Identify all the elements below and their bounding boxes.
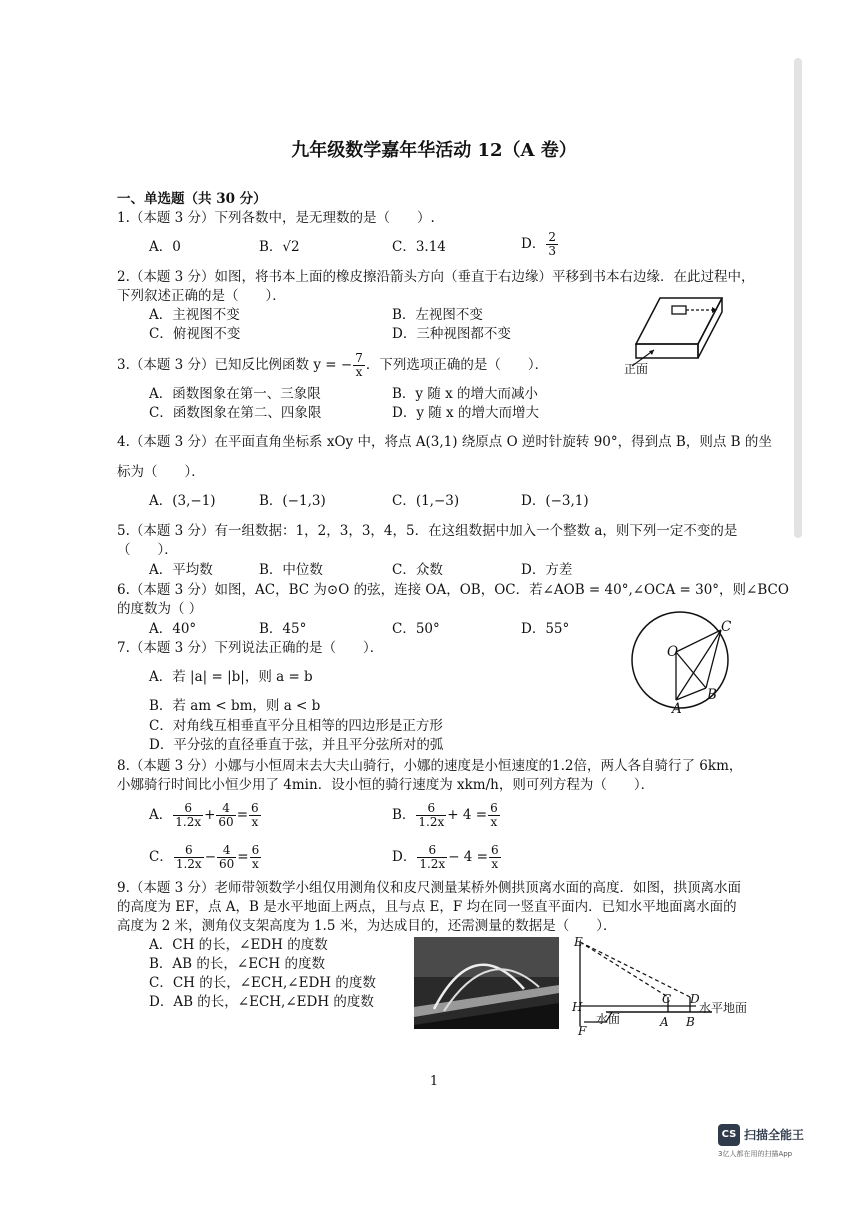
bridge-photo (414, 937, 559, 1029)
q5-stem-line1: 5.（本题 3 分）有一组数据：1，2，3，3，4，5．在这组数据中加入一个整数 a，则下列一定不变的是 (117, 523, 738, 539)
q6-stem-line1: 6.（本题 3 分）如图，AC，BC 为⊙O 的弦，连接 OA，OB，OC．若∠AOB = 40°,∠OCA = 30°，则∠BCO (117, 582, 789, 598)
diagram-label-h: H (572, 1000, 583, 1014)
q6-stem-line2: 的度数为（ ） (117, 601, 203, 617)
q1-option-c: C．3.14 (392, 239, 446, 255)
q3-option-c: C．函数图象在第二、四象限 (149, 405, 322, 421)
q5-option-a: A．平均数 (149, 562, 213, 578)
watermark-subtitle: 3亿人都在用的扫描App (718, 1150, 793, 1158)
figure-label-a: A (672, 701, 682, 717)
scanner-watermark (718, 1124, 818, 1160)
q9-option-a: A．CH 的长，∠EDH 的度数 (149, 937, 328, 953)
q3-option-d: D．y 随 x 的增大而增大 (392, 405, 539, 421)
q5-option-b: B．中位数 (259, 562, 323, 578)
q6-option-d: D．55° (521, 621, 570, 637)
q8-option-b: B． $\frac{6}{1.2x}$ + 4 = $\frac{6}{x}$ (392, 801, 498, 829)
figure-label-b: B (707, 687, 717, 703)
q7-stem: 7.（本题 3 分）下列说法正确的是（ ）． (117, 640, 384, 656)
q9-stem-line1: 9.（本题 3 分）老师带领数学小组仅用测角仪和皮尺测量某桥外侧拱顶离水面的高度．如图，拱顶离水面 (117, 880, 742, 896)
q7-option-c: C．对角线互相垂直平分且相等的四边形是正方形 (149, 718, 443, 734)
q4-option-b: B．(−1,3) (259, 493, 326, 509)
q6-option-a: A．40° (149, 621, 197, 637)
q9-option-d: D．AB 的长，∠ECH,∠EDH 的度数 (149, 994, 374, 1010)
diagram-label-a: A (660, 1015, 669, 1029)
q5-option-c: C．众数 (392, 562, 443, 578)
q1-option-d: D． $\frac{2}{3}$ (521, 230, 556, 258)
q2-stem-line1: 2.（本题 3 分）如图，将书本上面的橡皮擦沿箭头方向（垂直于右边缘）平移到书本右边缘．在此过程中， (117, 269, 755, 285)
page-title: 九年级数学嘉年华活动 12（A 卷） (291, 140, 577, 161)
q7-option-d: D．平分弦的直径垂直于弦，并且平分弦所对的弧 (149, 737, 444, 753)
section-heading: 一、单选题（共 30 分） (117, 191, 267, 207)
q6-option-b: B．45° (259, 621, 307, 637)
q4-stem-line2: 标为（ ）． (117, 464, 205, 480)
q8-stem-line2: 小娜骑行时间比小恒少用了 4min．设小恒的骑行速度为 xkm/h，则可列方程为（ ）． (117, 777, 655, 793)
q2-option-b: B．左视图不变 (392, 307, 483, 323)
diagram-label-c: C (662, 992, 672, 1006)
q9-option-b: B．AB 的长，∠ECH 的度数 (149, 956, 325, 972)
q2-option-c: C．俯视图不变 (149, 326, 241, 342)
q9-stem-line3: 高度为 2 米，测角仪支架高度为 1.5 米，为达成目的，还需测量的数据是（ ）． (117, 918, 617, 934)
q2-stem-line2: 下列叙述正确的是（ ）． (117, 288, 286, 304)
q3-option-a: A．函数图象在第一、三象限 (149, 386, 321, 402)
q5-option-d: D．方差 (521, 562, 573, 578)
diagram-label-water: 水面 (596, 1012, 621, 1026)
diagram-label-b: B (686, 1015, 695, 1029)
page-number: 1 (429, 1074, 439, 1089)
q7-option-a: A．若 |a| = |b|，则 a = b (149, 669, 313, 685)
q4-option-a: A．(3,−1) (149, 493, 216, 509)
q3-option-b: B．y 随 x 的增大而减小 (392, 386, 539, 402)
q2-option-d: D．三种视图都不变 (392, 326, 511, 342)
diagram-label-ground: 水平地面 (699, 1001, 748, 1015)
figure-label-front: 正面 (624, 362, 649, 376)
q8-option-a: A． $\frac{6}{1.2x}$ + $\frac{4}{60}$ = $\frac{6}{x}$ (149, 801, 259, 829)
q4-option-d: D．(−3,1) (521, 493, 589, 509)
q4-stem-line1: 4.（本题 3 分）在平面直角坐标系 xOy 中，将点 A(3,1) 绕原点 O 逆时针旋转 90°，得到点 B，则点 B 的坐 (117, 434, 772, 450)
q8-stem-line1: 8.（本题 3 分）小娜与小恒周末去大夫山骑行，小娜的速度是小恒速度的1.2倍，两人各自骑行了 6km， (117, 758, 743, 774)
q2-option-a: A．主视图不变 (149, 307, 240, 323)
q1-stem: 1.（本题 3 分）下列各数中，是无理数的是（ ）. (117, 210, 435, 226)
q4-option-c: C．(1,−3) (392, 493, 460, 509)
scrollbar[interactable] (794, 58, 802, 538)
watermark-name: 扫描全能王 (744, 1128, 805, 1142)
q1-option-a: A．0 (149, 239, 181, 255)
q9-stem-line2: 的高度为 EF，点 A，B 是水平地面上两点，且与点 E，F 均在同一竖直平面内．已知水平地面离水面的 (117, 899, 737, 915)
diagram-label-e: E (574, 935, 583, 949)
diagram-label-f: F (578, 1024, 587, 1038)
figure-label-c: C (721, 619, 732, 635)
q1-option-b: B．√2 (259, 239, 300, 255)
q9-option-c: C．CH 的长，∠ECH,∠EDH 的度数 (149, 975, 376, 991)
diagram-label-d: D (690, 992, 700, 1006)
q8-option-c: C． $\frac{6}{1.2x}$ − $\frac{4}{60}$ = $\frac{6}{x}$ (149, 843, 260, 871)
camscanner-logo-icon: CS (718, 1124, 740, 1146)
q7-option-b: B．若 am < bm，则 a < b (149, 698, 321, 714)
figure-label-o: O (667, 644, 679, 660)
q5-stem-line2: （ ）． (117, 542, 178, 558)
q3-stem: 3.（本题 3 分）已知反比例函数 y = − $\frac{7}{x}$ ．下列选项正确的是（ ）． (117, 351, 549, 379)
q8-option-d: D． $\frac{6}{1.2x}$ − 4 = $\frac{6}{x}$ (392, 843, 499, 871)
q6-option-c: C．50° (392, 621, 440, 637)
